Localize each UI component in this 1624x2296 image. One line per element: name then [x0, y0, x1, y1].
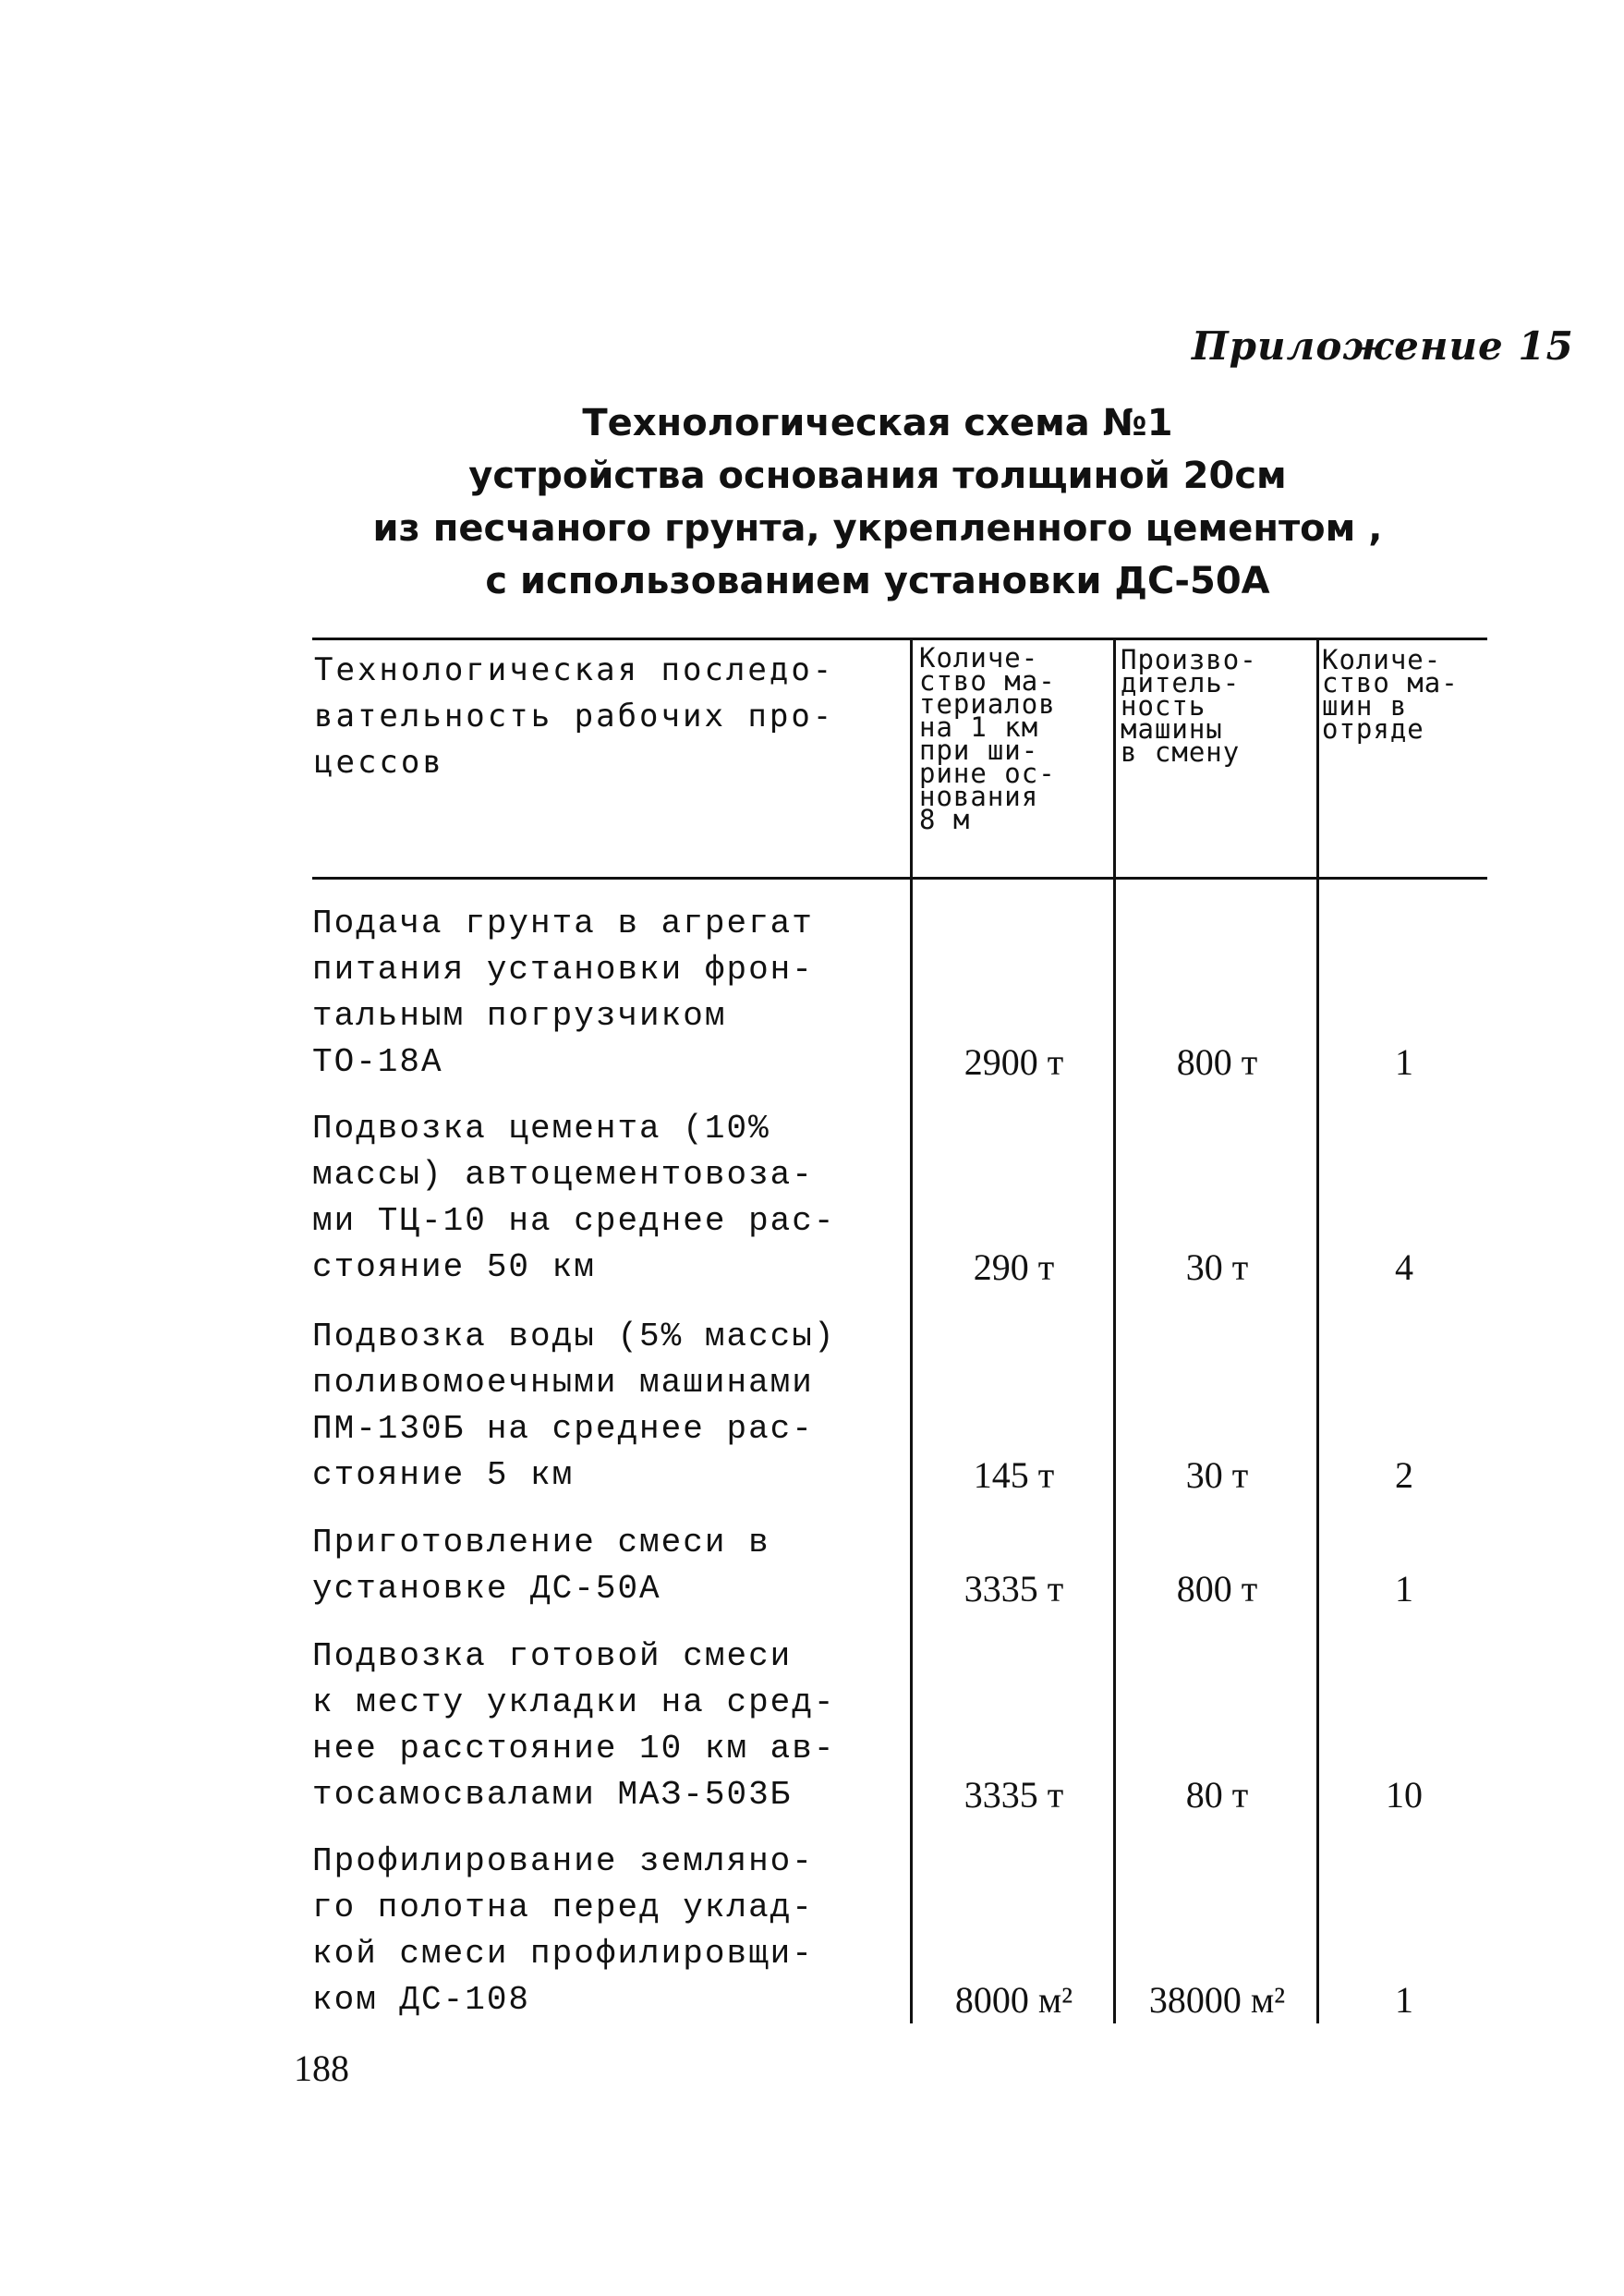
materials-cell: 2900 т — [963, 1041, 1064, 1083]
materials-cell: 145 т — [973, 1454, 1055, 1496]
header-materials: Количе- ство ма- териалов на 1 км при ши- рине ос- нования 8 м — [919, 642, 1056, 835]
process-cell: Приготовление смеси в установке ДС-50А — [312, 1524, 770, 1608]
machines-cell: 1 — [1395, 1979, 1413, 2021]
header-machines: Количе- ство ма- шин в отряде — [1322, 644, 1459, 745]
column-divider — [1113, 638, 1116, 2023]
process-cell: Подвозка готовой смеси к месту укладки на сред- нее расстояние 10 км ав- тосамосвалами МАЗ-503Б — [312, 1637, 836, 1814]
appendix-label: Приложение 15 — [1192, 323, 1574, 369]
machines-cell: 4 — [1395, 1246, 1413, 1288]
process-cell: Профилирование земляно- го полотна перед уклад- кой смеси профилировщи- ком ДС-108 — [312, 1842, 814, 2019]
process-cell: Подвозка цемента (10% массы) автоцементовоза- ми ТЦ-10 на среднее рас- стояние 50 км — [312, 1110, 836, 1286]
machines-cell: 1 — [1395, 1568, 1413, 1610]
document-title — [277, 397, 1478, 608]
materials-cell: 3335 т — [963, 1568, 1064, 1610]
productivity-cell: 30 т — [1185, 1246, 1249, 1288]
process-cell: Подача грунта в агрегат питания установки фрон- тальным погрузчиком ТО-18А — [312, 905, 814, 1081]
productivity-cell: 80 т — [1185, 1774, 1249, 1816]
productivity-cell: 800 т — [1176, 1568, 1258, 1610]
materials-cell: 290 т — [973, 1246, 1055, 1288]
materials-cell: 3335 т — [963, 1774, 1064, 1816]
materials-cell: 8000 м² — [954, 1979, 1073, 2021]
process-cell: Подвозка воды (5% массы) поливомоечными машинами ПМ-130Б на среднее рас- стояние 5 км — [312, 1318, 836, 1494]
productivity-cell: 800 т — [1176, 1041, 1258, 1083]
title-line-1: Технологическая схема №1 — [582, 402, 1173, 444]
productivity-cell: 30 т — [1185, 1454, 1249, 1496]
machines-cell: 2 — [1395, 1454, 1413, 1496]
table-top-rule — [312, 638, 1487, 640]
title-line-3: из песчаного грунта, укрепленного цементом , — [372, 507, 1383, 550]
title-line-4: с использованием установки ДС-50А — [485, 560, 1270, 602]
table-header-rule — [312, 877, 1487, 880]
column-divider — [1316, 638, 1319, 2023]
machines-cell: 10 — [1386, 1774, 1423, 1816]
title-line-2: устройства основания толщиной 20см — [468, 455, 1287, 497]
page-number: 188 — [294, 2047, 349, 2089]
header-productivity: Произво- дитель- ность машины в смену — [1121, 644, 1257, 768]
header-process: Технологическая последо- вательность рабочих про- цессов — [314, 651, 835, 781]
productivity-cell: 38000 м² — [1148, 1979, 1286, 2021]
machines-cell: 1 — [1395, 1041, 1413, 1083]
